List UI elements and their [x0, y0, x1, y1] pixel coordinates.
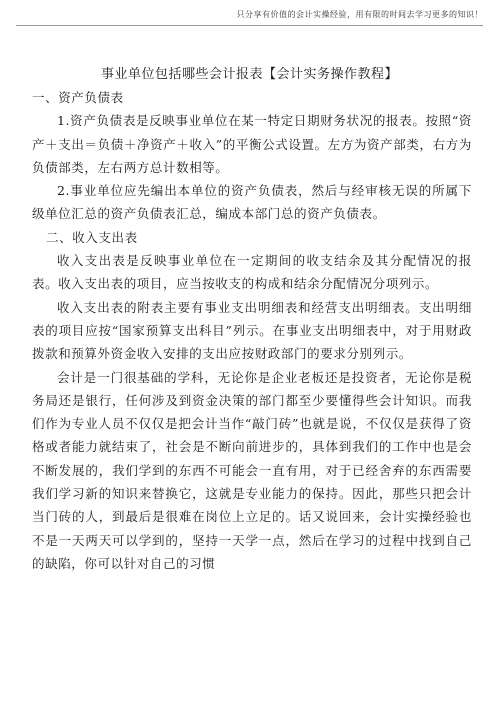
paragraph: 会计是一门很基础的学科，无论你是企业老板还是投资者，无论你是税务局还是银行，任何涉及到资金决策的部门都至少要懂得些会计知识。而我们作为专业人员不仅仅是把会计当作“敲门砖”也就是说，不仅仅是获得了资格或者能力就结束了，社会是不断向前进步的，具体到我们的工作中也是会不断发展的，我们学到的东西不可能会一直有用，对于已经舍弃的东西需要我们学习新的知识来替换它，这就是专业能力的保持。因此，那些只把会计当门砖的人，到最后是很难在岗位上立足的。话又说回来，会计实操经验也不是一天两天可以学到的，坚持一天学一点，然后在学习的过程中找到自己的缺陷，你可以针对自己的习惯	[32, 369, 472, 571]
paragraph: 1.资产负债表是反映事业单位在某一特定日期财务状况的报表。按照“资产＋支出＝负债＋净资产＋收入”的平衡公式设置。左方为资产部类，右方为负债部类，左右两方总计数相等。	[32, 113, 472, 175]
paragraph: 2.事业单位应先编出本单位的资产负债表，然后与经审核无误的所属下级单位汇总的资产负债表汇总，编成本部门总的资产负债表。	[32, 183, 472, 222]
paragraph: 收入支出表的附表主要有事业支出明细表和经营支出明细表。支出明细表的项目应按“国家预算支出科目”列示。在事业支出明细表中，对于用财政拨款和预算外资金收入安排的支出应按财政部门的要求分别列示。	[32, 299, 472, 362]
paragraph: 收入支出表是反映事业单位在一定期间的收支结余及其分配情况的报表。收入支出表的项目，应当按收支的构成和结余分配情况分项列示。	[32, 253, 472, 292]
document-body	[32, 86, 472, 575]
document-title: 事业单位包括哪些会计报表【会计实务操作教程】	[100, 67, 398, 82]
section-heading-balance-sheet: 一、资产负债表	[32, 90, 124, 105]
header-note: 只分享有价值的会计实操经验，用有限的时间去学习更多的知识！	[236, 10, 483, 19]
header-divider	[16, 25, 483, 26]
section-heading-income-expenditure: 二、收入支出表	[46, 229, 138, 245]
